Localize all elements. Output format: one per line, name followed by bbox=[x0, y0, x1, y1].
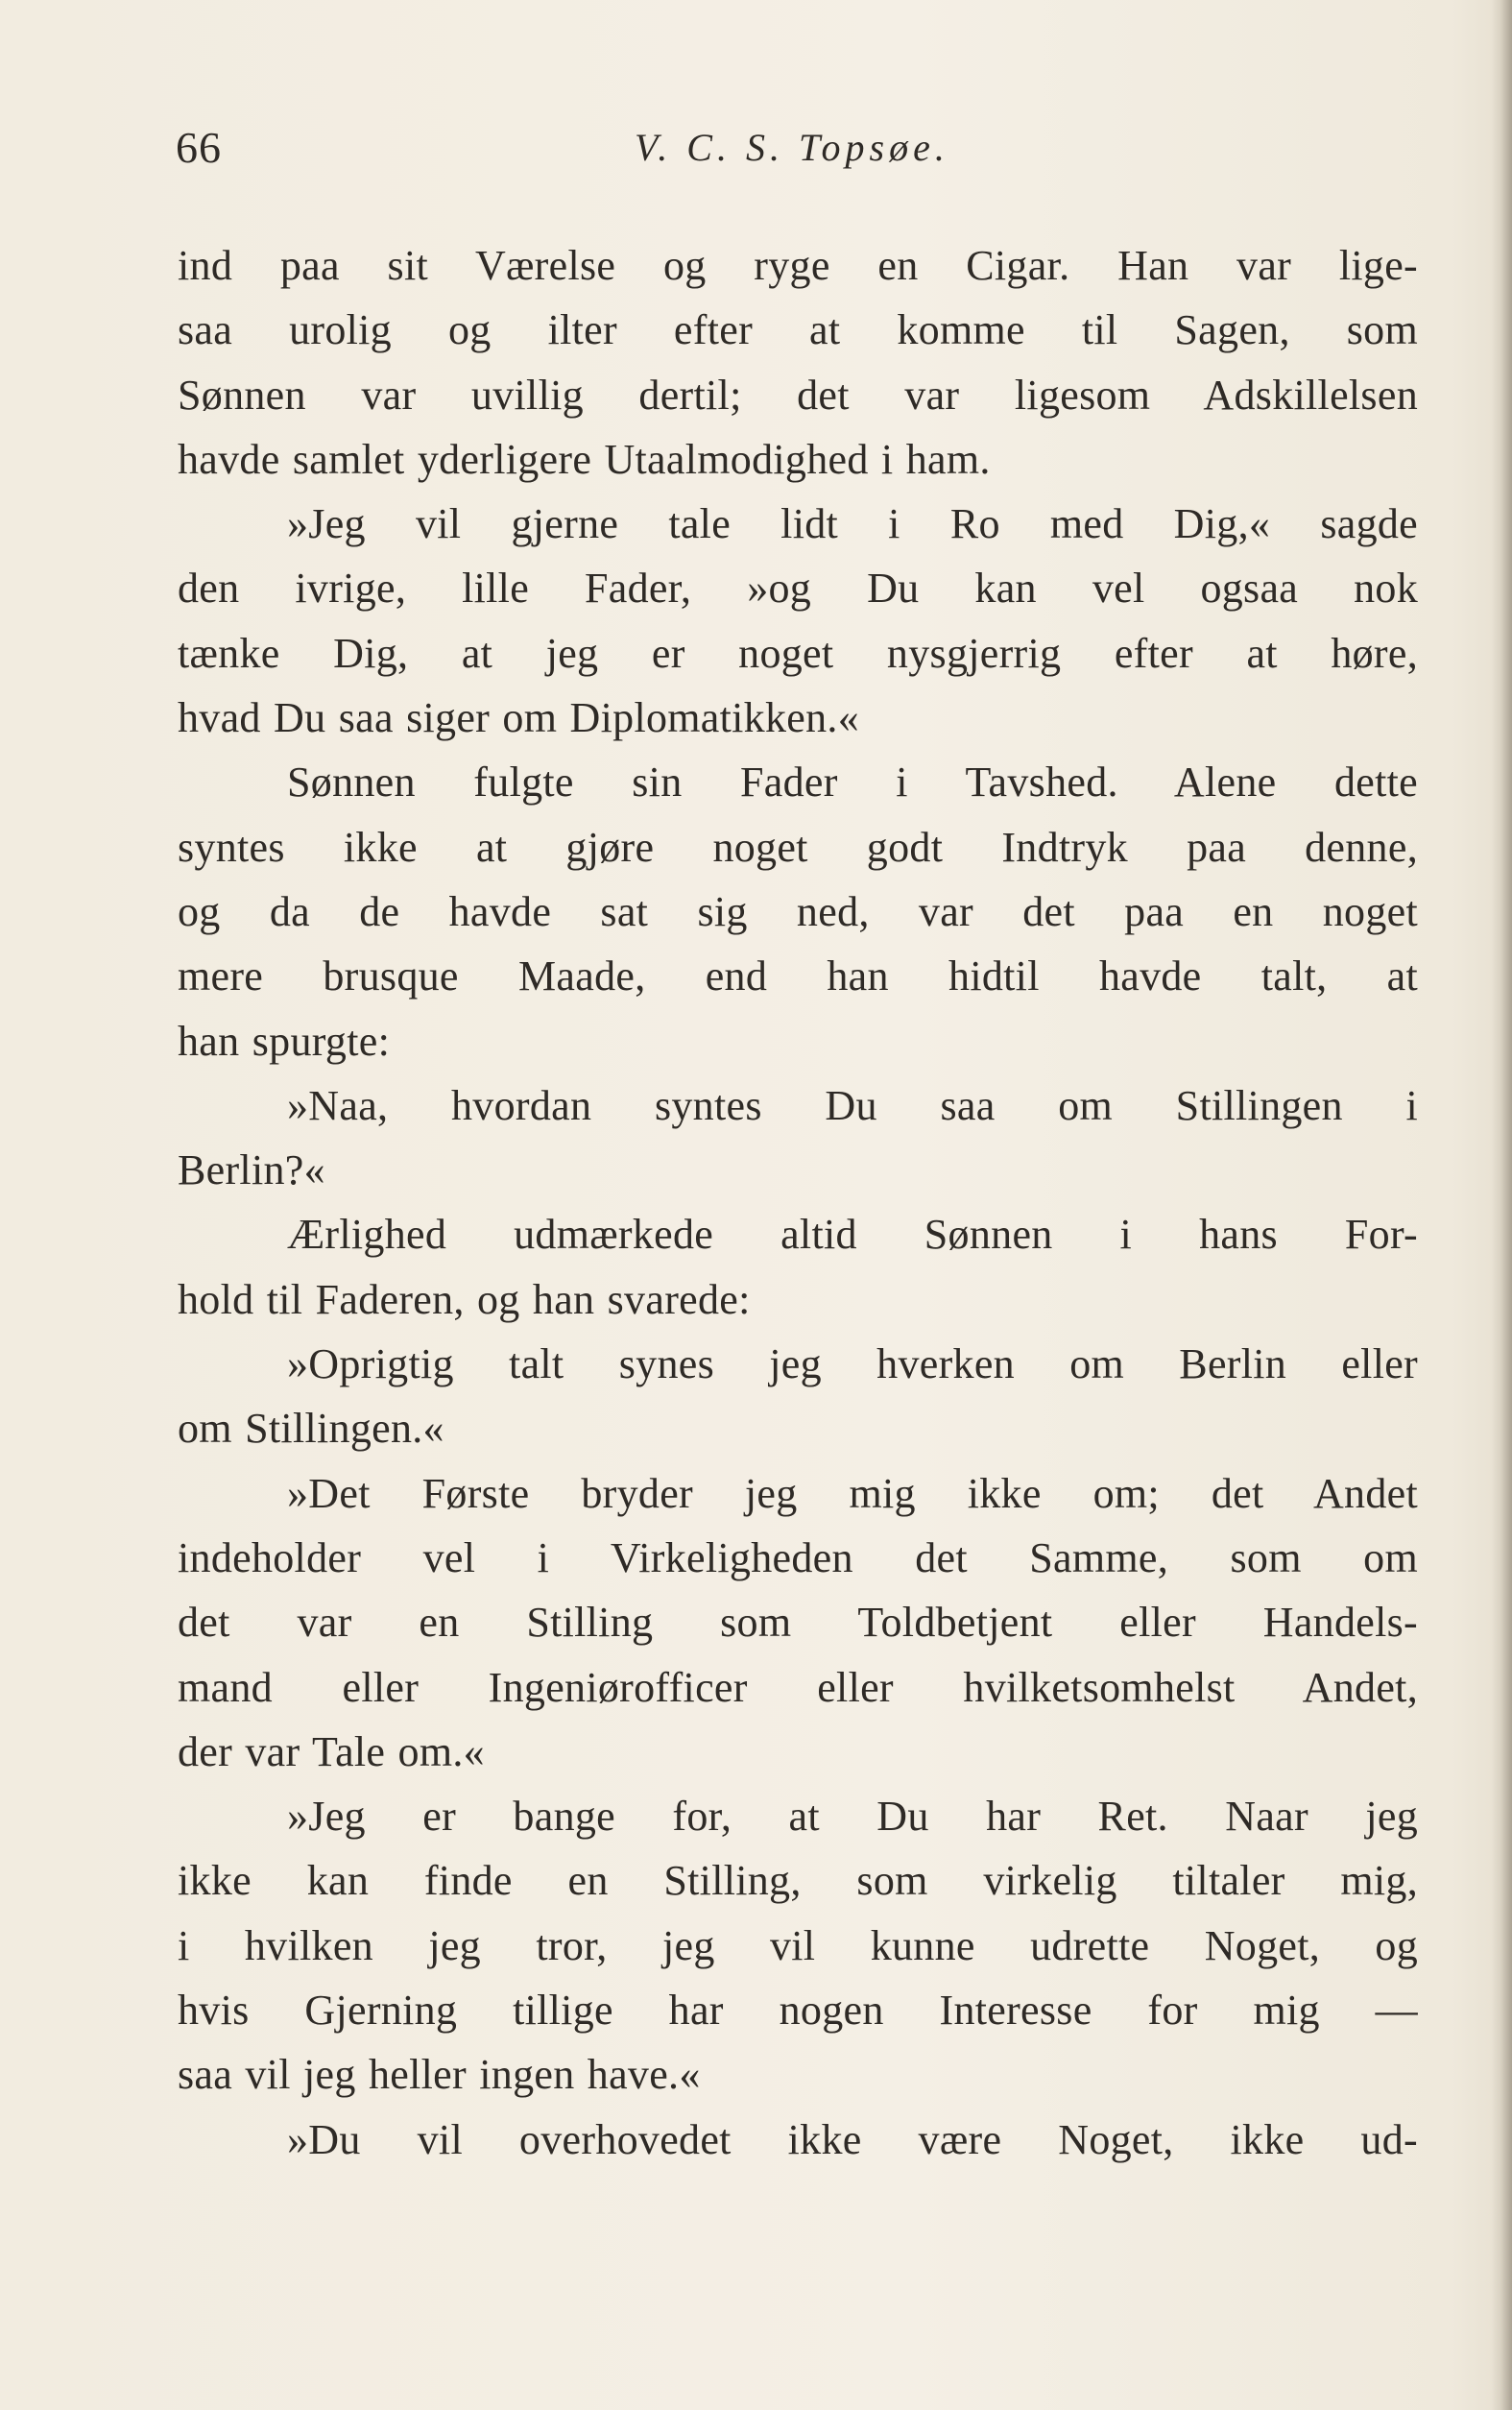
text-line: ikke kan finde en Stilling, som virkelig tiltaler mig, bbox=[178, 1857, 1418, 1905]
text-line: der var Tale om.« bbox=[178, 1727, 485, 1775]
text-line: i hvilken jeg tror, jeg vil kunne udrette Noget, og bbox=[178, 1921, 1418, 1969]
text-line: Ærlighed udmærkede altid Sønnen i hans For- bbox=[287, 1211, 1418, 1259]
text-line: »Naa, hvordan syntes Du saa om Stillingen i bbox=[287, 1081, 1418, 1129]
text-line: hvad Du saa siger om Diplomatikken.« bbox=[178, 694, 859, 742]
text-line: »Oprigtig talt synes jeg hverken om Berlin eller bbox=[287, 1340, 1418, 1388]
text-line: ind paa sit Værelse og ryge en Cigar. Han var lige- bbox=[178, 242, 1418, 289]
text-line: mand eller Ingeniørofficer eller hvilketsomhelst Andet, bbox=[178, 1663, 1418, 1711]
body-text bbox=[178, 233, 1418, 2172]
text-line: saa urolig og ilter efter at komme til Sagen, som bbox=[178, 306, 1418, 354]
text-line: om Stillingen.« bbox=[178, 1405, 444, 1453]
page-header bbox=[176, 119, 1419, 177]
text-line: Berlin?« bbox=[178, 1146, 325, 1194]
running-head: V. C. S. Topsøe. bbox=[635, 126, 949, 169]
text-line: »Jeg vil gjerne tale lidt i Ro med Dig,« sagde bbox=[287, 500, 1418, 548]
text-line: tænke Dig, at jeg er noget nysgjerrig efter at høre, bbox=[178, 629, 1418, 677]
text-line: »Det Første bryder jeg mig ikke om; det Andet bbox=[287, 1469, 1418, 1517]
text-line: han spurgte: bbox=[178, 1017, 391, 1065]
page-number: 66 bbox=[176, 123, 222, 172]
text-line: Sønnen fulgte sin Fader i Tavshed. Alene dette bbox=[287, 759, 1418, 807]
text-line: havde samlet yderligere Utaalmodighed i ham. bbox=[178, 435, 991, 483]
text-line: »Du vil overhovedet ikke være Noget, ikke ud- bbox=[287, 2115, 1418, 2163]
text-line: syntes ikke at gjøre noget godt Indtryk paa denne, bbox=[178, 823, 1418, 871]
text-line: Sønnen var uvillig dertil; det var ligesom Adskillelsen bbox=[178, 371, 1418, 419]
page-edge-shadow bbox=[1491, 0, 1512, 2410]
text-line: den ivrige, lille Fader, »og Du kan vel ogsaa nok bbox=[178, 565, 1418, 613]
text-line: »Jeg er bange for, at Du har Ret. Naar jeg bbox=[287, 1793, 1418, 1841]
text-line: indeholder vel i Virkeligheden det Samme, som om bbox=[178, 1533, 1418, 1581]
text-line: saa vil jeg heller ingen have.« bbox=[178, 2051, 701, 2099]
text-line: det var en Stilling som Toldbetjent eller Handels- bbox=[178, 1599, 1418, 1647]
text-line: og da de havde sat sig ned, var det paa en noget bbox=[178, 887, 1418, 935]
text-line: hold til Faderen, og han svarede: bbox=[178, 1275, 751, 1323]
text-line: hvis Gjerning tillige har nogen Interesse for mig — bbox=[178, 1987, 1418, 2035]
text-line: mere brusque Maade, end han hidtil havde talt, at bbox=[178, 952, 1418, 1000]
